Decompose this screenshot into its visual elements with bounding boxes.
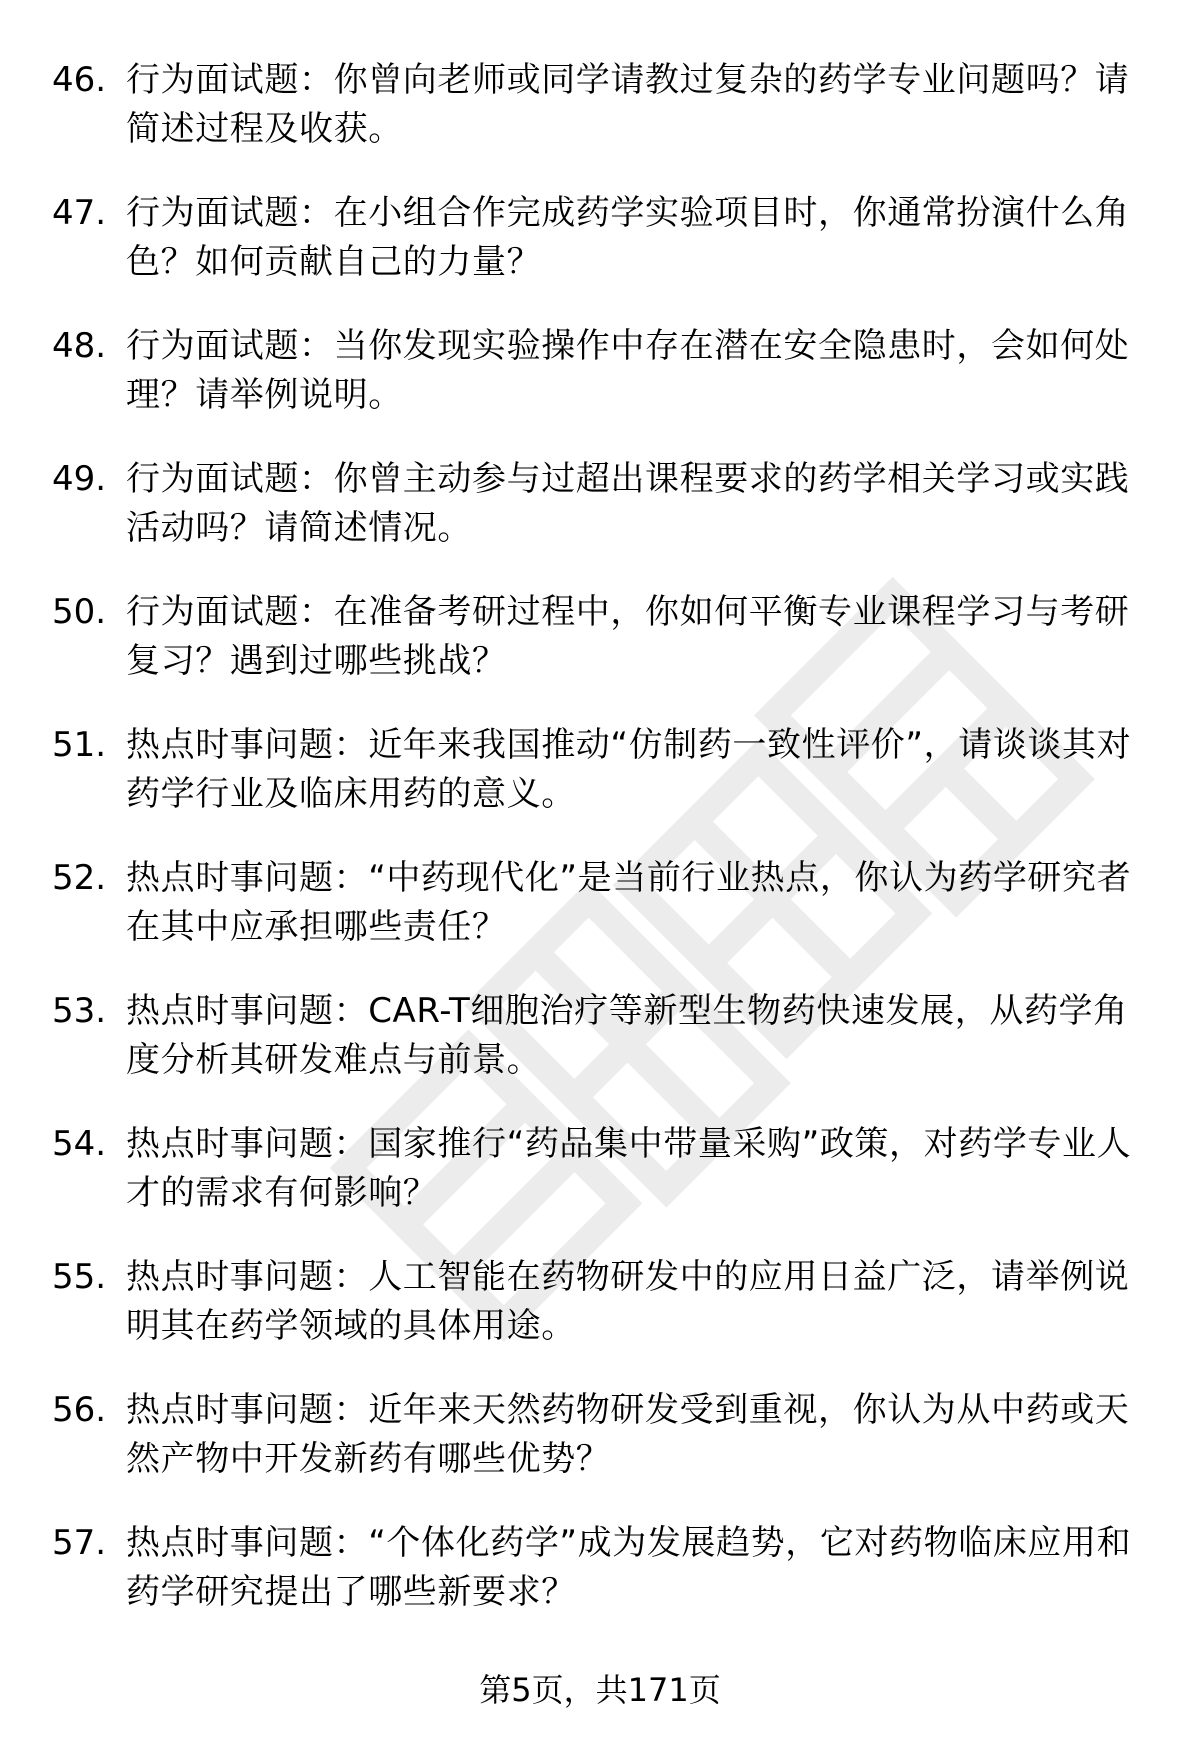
- question-text: 热点时事问题：近年来天然药物研发受到重视，你认为从中药或天然产物中开发新药有哪些优势？: [126, 1390, 1130, 1479]
- question-number: 46.: [52, 60, 107, 100]
- question-number: 55.: [52, 1257, 107, 1297]
- page-footer: 第5页，共171页: [479, 1671, 721, 1709]
- question-text: 热点时事问题：人工智能在药物研发中的应用日益广泛，请举例说明其在药学领域的具体用途。: [126, 1257, 1130, 1346]
- question-list: [52, 56, 1152, 1652]
- list-item: [52, 1386, 1152, 1519]
- list-item: [52, 721, 1152, 854]
- list-item: [52, 455, 1152, 588]
- question-text: 热点时事问题：国家推行“药品集中带量采购”政策，对药学专业人才的需求有何影响？: [126, 1124, 1132, 1213]
- question-number: 48.: [52, 326, 107, 366]
- list-item: [52, 189, 1152, 322]
- question-number: 49.: [52, 459, 107, 499]
- question-text: 热点时事问题：“中药现代化”是当前行业热点，你认为药学研究者在其中应承担哪些责任？: [126, 858, 1132, 947]
- question-number: 57.: [52, 1523, 107, 1563]
- question-number: 50.: [52, 592, 107, 632]
- list-item: [52, 56, 1152, 189]
- list-item: [52, 1120, 1152, 1253]
- question-text: 行为面试题：当你发现实验操作中存在潜在安全隐患时，会如何处理？请举例说明。: [126, 326, 1130, 415]
- list-item: [52, 854, 1152, 987]
- question-number: 54.: [52, 1124, 107, 1164]
- list-item: [52, 322, 1152, 455]
- question-text: 行为面试题：你曾向老师或同学请教过复杂的药学专业问题吗？请简述过程及收获。: [126, 60, 1130, 149]
- question-text: 热点时事问题：“个体化药学”成为发展趋势，它对药物临床应用和药学研究提出了哪些新要求？: [126, 1523, 1132, 1612]
- question-number: 47.: [52, 193, 107, 233]
- question-text: 行为面试题：在小组合作完成药学实验项目时，你通常扮演什么角色？如何贡献自己的力量？: [126, 193, 1130, 282]
- question-number: 51.: [52, 725, 107, 765]
- list-item: [52, 1519, 1152, 1652]
- list-item: [52, 987, 1152, 1120]
- list-item: [52, 1253, 1152, 1386]
- question-text: 热点时事问题：CAR-T细胞治疗等新型生物药快速发展，从药学角度分析其研发难点与前景。: [126, 991, 1128, 1080]
- question-number: 52.: [52, 858, 107, 898]
- question-text: 行为面试题：你曾主动参与过超出课程要求的药学相关学习或实践活动吗？请简述情况。: [126, 459, 1130, 548]
- question-number: 56.: [52, 1390, 107, 1430]
- list-item: [52, 588, 1152, 721]
- question-text: 热点时事问题：近年来我国推动“仿制药一致性评价”，请谈谈其对药学行业及临床用药的意义。: [126, 725, 1132, 814]
- question-number: 53.: [52, 991, 107, 1031]
- question-text: 行为面试题：在准备考研过程中，你如何平衡专业课程学习与考研复习？遇到过哪些挑战？: [126, 592, 1130, 681]
